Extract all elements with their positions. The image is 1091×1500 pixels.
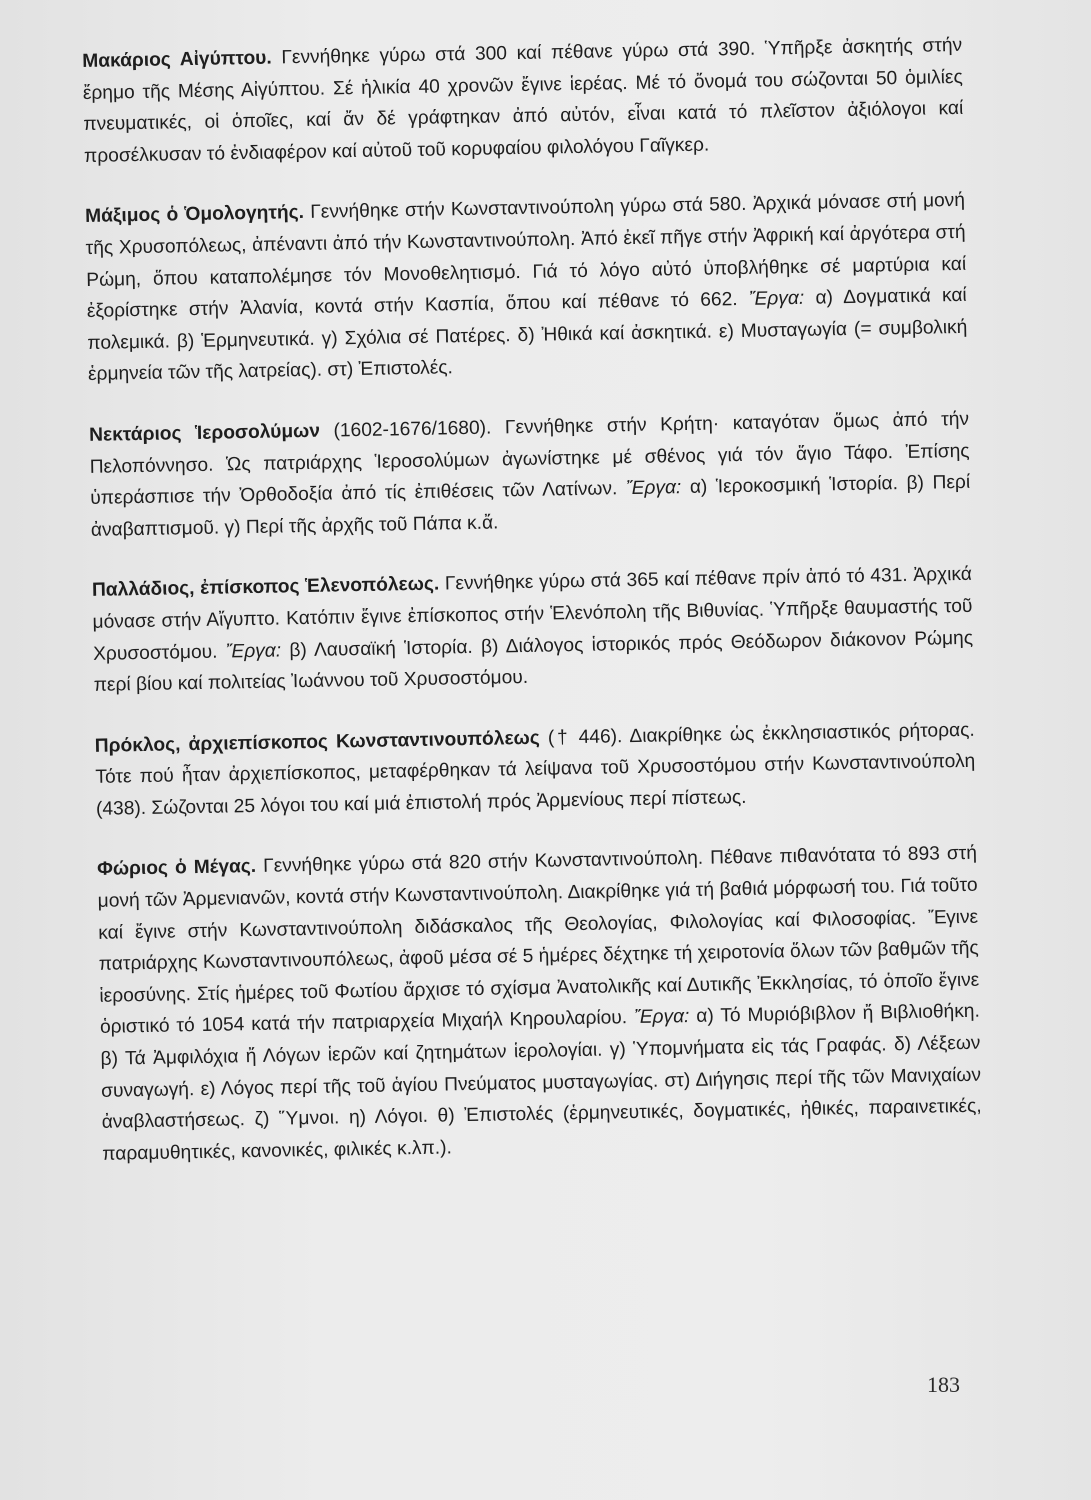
entry-text: (1602-1676/1680). Γεννήθηκε στήν Κρήτη· καταγόταν ὅμως ἀπό τήν Πελοπόννησο. Ὡς πατριάρχης Ἱεροσολύμων ἀγωνίστηκε μέ σθένος γιά τόν ἅγιο Τάφο. Ἐπίσης ὑπεράσπισε τήν Ὀρθοδοξία ἀπό τίς ἐπιθέσεις τῶν Λατίνων. [89, 408, 970, 510]
works-label: Ἔργα: [748, 287, 805, 310]
entry-works: β) Λαυσαϊκή Ἱστορία. β) Διάλογος ἱστορικός πρός Θεόδωρον διάκονον Ρώμης περί βίου καί πολιτείας Ἰωάννου τοῦ Χρυσοστόμου. [93, 627, 974, 696]
entry-name: Μάξιμος ὁ Ὁμολογητής. [84, 202, 305, 228]
entry-makarios [82, 30, 964, 172]
page-number: 183 [927, 1372, 960, 1397]
entry-nektarios [89, 404, 971, 546]
entry-works: α) Δογματικά καί πολεμικά. β) Ἑρμηνευτικά. γ) Σχόλια σέ Πατέρες. δ) Ἠθικά καί ἀσκητικά. ε) Μυσταγωγία (= συμβολική ἑρμηνεία τῶν τῆς λατρείας). στ) Ἐπιστολές. [87, 284, 968, 386]
works-label: Ἔργα: [625, 477, 682, 500]
entry-proklos [95, 714, 977, 825]
entry-name: Φώριος ὁ Μέγας. [96, 856, 257, 881]
entry-name: Παλλάδιος, ἐπίσκοπος Ἑλενοπόλεως. [91, 573, 440, 602]
entry-text: Γεννήθηκε γύρω στά 820 στήν Κωνσταντινούπολη. Πέθανε πιθανότατα τό 893 στή μονή τῶν Ἀρμενιανῶν, κοντά στήν Κωνσταντινούπολη. Διακρίθηκε γιά τή βαθιά μόρφωσή του. Γιά τοῦτο καί ἔγινε στήν Κωνσταντινούπολη διδάσκαλος τῆς Θεολογίας, Φιλολογίας καί Φιλοσοφίας. Ἔγινε πατριάρχης Κωνσταντινουπόλεως, ἀφοῦ μέσα σέ 5 ἡμέρες δέχτηκε τή χειροτονία ὅλων τῶν βαθμῶν τῆς ἱεροσύνης. Στίς ἡμέρες τοῦ Φωτίου ἄρχισε τό σχίσμα Ἀνατολικῆς καί Δυτικῆς Ἐκκλησίας, τό ὁποῖο ἔγινε ὁριστικό τό 1054 κατά τήν πατριαρχεία Μιχαήλ Κηρουλαρίου. [97, 843, 980, 1039]
entry-photios [97, 838, 983, 1170]
page-content [82, 30, 983, 1199]
entry-text: Γεννήθηκε γύρω στά 365 καί πέθανε πρίν ἀπό τό 431. Ἀρχικά μόνασε στήν Αἴγυπτο. Κατόπιν ἔγινε ἐπίσκοπος στήν Ἑλενόπολη τῆς Βιθυνίας. Ὑπῆρξε θαυμαστής τοῦ Χρυσοστόμου. [92, 564, 973, 665]
entry-maximos [85, 185, 968, 391]
entry-name: Πρόκλος, ἀρχιεπίσκοπος Κωνσταντινουπόλεως [94, 727, 540, 757]
entry-palladios [92, 559, 974, 701]
works-label: Ἔργα: [633, 1006, 690, 1029]
entry-works: α) Ἱεροκοσμική Ἱστορία. β) Περί ἀναβαπτισμοῦ. γ) Περί τῆς ἀρχῆς τοῦ Πάπα κ.ἄ. [90, 471, 971, 541]
entry-name: Νεκτάριος Ἱεροσολύμων [88, 420, 321, 446]
entry-name: Μακάριος Αἰγύπτου. [82, 47, 272, 72]
entry-works: α) Τό Μυριόβιβλον ἤ Βιβλιοθήκη. β) Τά Ἀμφιλόχια ἤ Λόγων ἱερῶν καί ζητημάτων ἱερολογίαι. γ) Ὑπομνήματα εἰς τάς Γραφάς. δ) Λέξεων συναγωγή. ε) Λόγος περί τῆς τοῦ ἁγίου Πνεύματος μυσταγωγίας. στ) Διήγησις περί τῆς τῶν Μανιχαίων ἀναβλαστήσεως. ζ) Ὕμνοι. η) Λόγοι. θ) Ἐπιστολές (ἑρμηνευτικές, δογματικές, ἠθικές, παραινετικές, παραμυθητικές, κανονικές, φιλικές κ.λπ.). [100, 1001, 982, 1165]
entry-text: († 446). Διακρίθηκε ὡς ἐκκλησιαστικός ρήτορας. Τότε πού ἦταν ἀρχιεπίσκοπος, μεταφέρθηκαν τά λείψανα τοῦ Χρυσοστόμου στήν Κωνσταντινούπολη (438). Σώζονται 25 λόγοι του καί μιά ἐπιστολή πρός Ἀρμενίους περί πίστεως. [95, 719, 976, 820]
entry-text: Γεννήθηκε στήν Κωνσταντινούπολη γύρω στά 580. Ἀρχικά μόνασε στή μονή τῆς Χρυσοπόλεως, ἀπέναντι ἀπό τήν Κωνσταντινούπολη. Ἀπό ἐκεῖ πῆγε στήν Ἀφρική καί ἀργότερα στή Ρώμη, ὅπου καταπολέμησε τόν Μονοθελητισμό. Γιά τό λόγο αὐτό ὑποβλήθηκε σέ μαρτύρια καί ἐξορίστηκε στήν Ἀλανία, κοντά στήν Κασπία, ὅπου καί πέθανε τό 662. [85, 190, 967, 323]
entry-text: Γεννήθηκε γύρω στά 300 καί πέθανε γύρω στά 390. Ὑπῆρξε ἀσκητής στήν ἔρημο τῆς Μέσης Αἰγύπτου. Σέ ἡλικία 40 χρονῶν ἔγινε ἱερέας. Μέ τό ὄνομά του σώζονται 50 ὁμιλίες πνευματικές, οἱ ὁποῖες, καί ἄν δέ γράφτηκαν ἀπό αὐτόν, εἶναι κατά τό πλεῖστον ἀξιόλογοι καί προσέλκυσαν τό ἐνδιαφέρον καί αὐτοῦ τοῦ κορυφαίου φιλολόγου Γαῖγκερ. [82, 34, 964, 167]
works-label: Ἔργα: [225, 639, 282, 662]
